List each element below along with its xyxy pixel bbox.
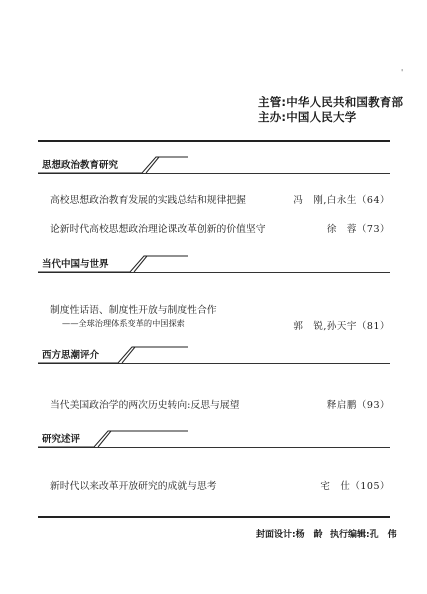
section-heading-label: 当代中国与世界 bbox=[42, 259, 109, 270]
section-heading-1 bbox=[38, 157, 178, 174]
article-author-page: 徐 蓉（73） bbox=[326, 224, 390, 235]
executive-editor-credit: 执行编辑:孔 伟 bbox=[330, 530, 397, 540]
bottom-rule bbox=[38, 516, 390, 518]
article-author-page: 冯 刚,白永生（64） bbox=[293, 195, 390, 206]
article-title: 高校思想政治教育发展的实践总结和规律把握 bbox=[50, 195, 246, 206]
section-heading-3 bbox=[38, 347, 178, 364]
supervisor-line: 主管:中华人民共和国教育部 bbox=[258, 95, 404, 109]
article-author-page: 宅 仕（105） bbox=[320, 481, 390, 492]
article-author-page: 郭 锐,孙天宇（81） bbox=[293, 321, 390, 332]
article-title: 论新时代高校思想政治理论课改革创新的价值坚守 bbox=[50, 224, 266, 235]
cover-design-credit: 封面设计:杨 龄 bbox=[256, 530, 323, 540]
corner-mark: ' bbox=[401, 68, 404, 77]
article-subtitle: ——全球治理体系变革的中国探索 bbox=[62, 318, 185, 328]
article-title: 当代美国政治学的两次历史转向:反思与展望 bbox=[50, 400, 240, 411]
section-heading-4 bbox=[38, 431, 178, 448]
section-heading-label: 思想政治教育研究 bbox=[42, 160, 119, 171]
top-rule bbox=[38, 140, 390, 142]
article-author-page: 释启鹏（93） bbox=[326, 400, 390, 411]
section-heading-label: 西方思潮评介 bbox=[42, 350, 100, 361]
section-heading-label: 研究述评 bbox=[42, 434, 81, 445]
article-title: 新时代以来改革开放研究的成就与思考 bbox=[50, 481, 217, 492]
article-title: 制度性话语、制度性开放与制度性合作 bbox=[50, 305, 217, 316]
section-heading-2 bbox=[38, 256, 178, 273]
organizer-line: 主办:中国人民大学 bbox=[258, 110, 357, 124]
